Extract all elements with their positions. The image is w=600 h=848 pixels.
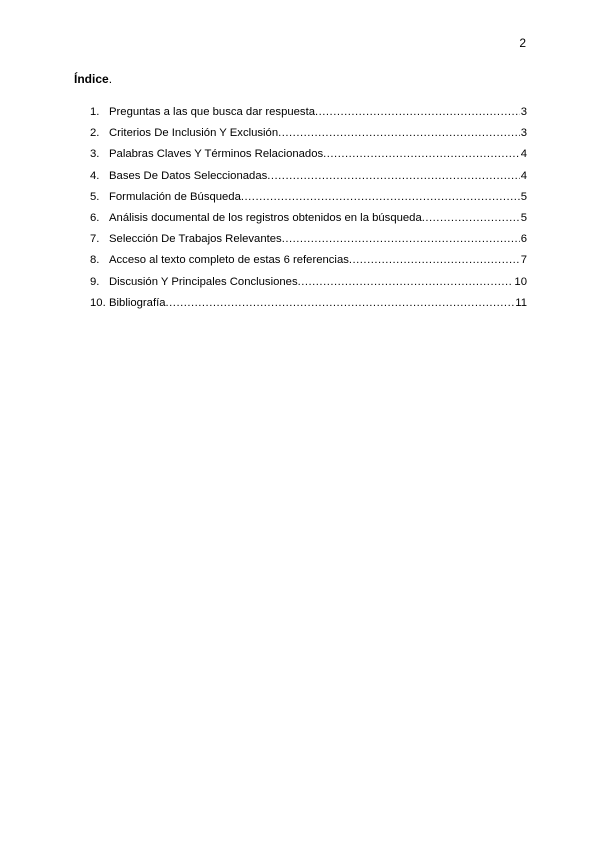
toc-entry-page: 6 [520,233,527,246]
toc-leader-dots [241,191,520,203]
title-text: Índice [74,72,109,86]
toc-entry[interactable] [90,276,527,297]
toc-entry-title: Análisis documental de los registros obtenidos en la búsqueda [109,211,422,224]
toc-entry[interactable] [90,148,527,169]
toc-entry-page: 7 [520,254,527,267]
toc-leader-dots [166,297,515,309]
page-title [74,72,112,86]
toc-entry[interactable] [90,170,527,191]
toc-leader-dots [282,233,520,245]
toc-entry-title: Palabras Claves Y Términos Relacionados [109,148,324,161]
toc-entry-title: Formulación de Búsqueda [109,190,241,203]
toc-entry-number: 10. [90,296,106,309]
toc-entry[interactable] [90,191,527,212]
toc-entry-number: 5. [90,190,100,203]
table-of-contents [90,106,527,318]
toc-leader-dots [267,170,519,182]
toc-entry-number: 3. [90,148,100,161]
toc-entry-page: 5 [520,190,527,203]
toc-entry-title: Criterios De Inclusión Y Exclusión [109,127,279,140]
toc-entry-title: Bibliografía [109,296,166,309]
toc-entry-number: 8. [90,254,100,267]
toc-leader-dots [315,106,520,118]
toc-leader-dots [298,276,514,288]
toc-entry[interactable] [90,297,527,318]
toc-entry-page: 4 [520,169,527,182]
toc-entry-number: 2. [90,127,100,140]
toc-entry[interactable] [90,106,527,127]
toc-entry-title: Preguntas a las que busca dar respuesta [109,106,315,118]
toc-entry-number: 4. [90,169,100,182]
toc-entry-number: 9. [90,275,100,288]
toc-entry-title: Acceso al texto completo de estas 6 referencias [109,254,349,267]
toc-entry-number: 7. [90,233,100,246]
toc-leader-dots [323,148,520,160]
toc-entry[interactable] [90,254,527,275]
toc-entry-number: 1. [90,106,100,118]
toc-entry-page: 4 [520,148,527,161]
toc-entry-title: Selección De Trabajos Relevantes [109,233,282,246]
toc-entry-page: 10 [514,275,527,288]
toc-leader-dots [422,212,520,224]
toc-entry-page: 3 [520,127,527,140]
page-number: 2 [519,36,526,50]
toc-entry-page: 3 [520,106,527,118]
title-period: . [108,72,113,86]
toc-leader-dots [349,254,520,266]
toc-entry-title: Discusión Y Principales Conclusiones [109,275,298,288]
toc-leader-dots [278,127,520,139]
toc-entry-title: Bases De Datos Seleccionadas [109,169,268,182]
toc-entry-page: 5 [520,211,527,224]
toc-entry[interactable] [90,233,527,254]
toc-entry[interactable] [90,212,527,233]
toc-entry[interactable] [90,127,527,148]
toc-entry-page: 11 [515,296,527,309]
toc-entry-number: 6. [90,211,100,224]
